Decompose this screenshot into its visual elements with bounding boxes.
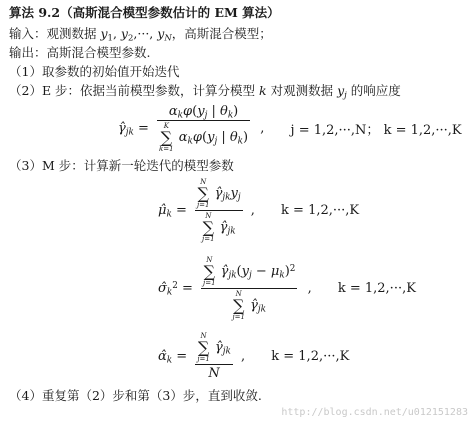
input-line: 输入：观测数据 $y_1$, $y_2,\cdot\cdot\cdot$, $y_N$，高斯混合模型； (9, 26, 272, 44)
mu-condition: k = 1,2,···,K (281, 203, 360, 218)
watermark: http://blog.csdn.net/u012151283 (281, 407, 468, 418)
equation-sigma: $\sigmâ_k^2$ = N ∑ j=1 $\gammâ_{jk}(y_j - \mu_k)^2$ N ∑ j=1 $\gammâ_{jk}$ , k = 1,2,···,K (158, 256, 416, 321)
input-suffix: ，高斯混合模型； (171, 26, 272, 41)
step-1: （1）取参数的初始值开始迭代 (9, 64, 180, 79)
step-2: （2）E 步：依据当前模型参数，计算分模型 k 对观测数据 $y_j$ 的响应度 (9, 83, 401, 101)
equation-alpha: $\alphâ_k$ = N ∑ j=1 $\gammâ_{jk}$ N , k = 1,2,···,K (158, 332, 350, 381)
step-4: （4）重复第（2）步和第（3）步，直到收敛. (9, 388, 262, 403)
alpha-condition: k = 1,2,···,K (271, 349, 350, 364)
input-prefix: 输入：观测数据 (9, 26, 101, 41)
equation-mu: $\mû_k$ = N ∑ j=1 $\gammâ_{jk}y_j$ N ∑ j=1 $\gammâ_{jk}$ , k = 1,2,···,K (158, 178, 360, 243)
gamma-condition: j = 1,2,···,N； k = 1,2,···,K (290, 123, 462, 138)
output-line: 输出：高斯混合模型参数. (9, 45, 151, 60)
step-3: （3）M 步：计算新一轮迭代的模型参数 (9, 158, 234, 173)
equation-gamma: $\gammâ_{jk}$ = $\alpha_k\varphi(y_j$ | $\theta_k$) K ∑ k=1 $\alpha_k\varphi(y_j$ | $\theta_k$) , j = 1,2,···,N； k = 1,2,···,K (118, 104, 462, 153)
algorithm-title: 算法 9.2（高斯混合模型参数估计的 EM 算法） (9, 5, 280, 20)
sigma-condition: k = 1,2,···,K (337, 281, 416, 296)
